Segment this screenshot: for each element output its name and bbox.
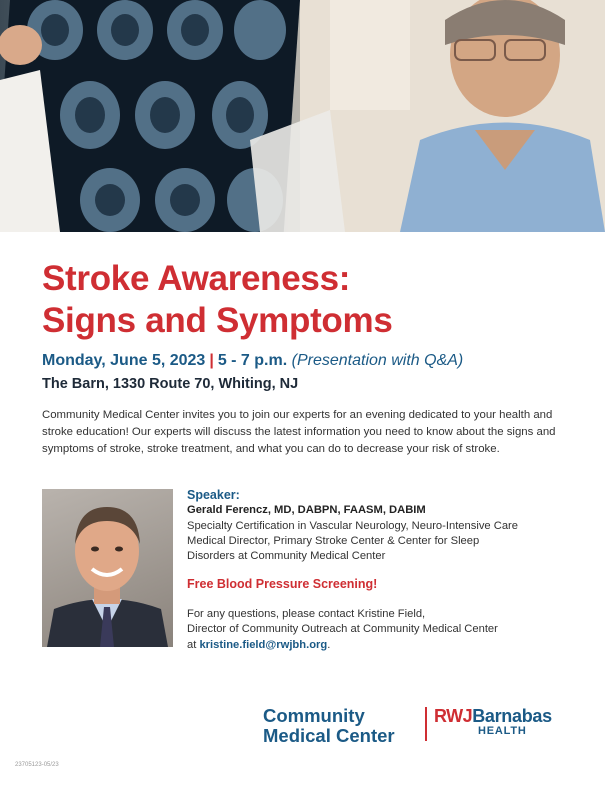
event-note: (Presentation with Q&A) [291,352,464,369]
contact-email-link[interactable]: kristine.field@rwjbh.org [199,638,328,651]
separator: | [209,352,214,369]
speaker-name: Gerald Ferencz, MD, DABPN, FAASM, DABIM [187,504,426,517]
cmc-logo-line-1: Community [263,705,365,726]
cmc-logo-line-2: Medical Center [263,725,395,746]
contact-line-3 [187,638,587,653]
speaker-credential-3: Disorders at Community Medical Center [187,550,386,563]
contact-line-1: For any questions, please contact Kristine Field, [187,608,426,620]
speaker-credential-2: Medical Director, Primary Stroke Center & Center for Sleep [187,534,480,547]
health-wordmark: HEALTH [478,725,527,737]
intro-paragraph: Community Medical Center invites you to join our experts for an evening dedicated to your health and stroke education! Our experts will discuss the latest information you need to know about the signs and symptoms of stroke, stroke treatment, and what you can do to decrease your risk of stroke. [42,409,556,455]
community-medical-center-logo [263,706,395,746]
speaker-info [187,488,587,564]
event-title [42,258,582,342]
contact-line-2: Director of Community Outreach at Community Medical Center [187,623,498,636]
speaker-photo [42,489,173,647]
rwjbarnabas-health-logo [434,706,552,737]
contact-period: . [327,638,331,651]
rwj-wordmark: RWJ [434,706,473,726]
title-line-1: Stroke Awareness: [42,259,351,298]
event-date: Monday, June 5, 2023 [42,352,206,369]
event-time: 5 - 7 p.m. [217,352,288,369]
contact-at: at [187,638,200,651]
title-line-2: Signs and Symptoms [42,301,393,340]
speaker-credential-1: Specialty Certification in Vascular Neurology, Neuro-Intensive Care [187,519,519,532]
contact-info [187,607,587,653]
event-venue: The Barn, 1330 Route 70, Whiting, NJ [42,376,299,392]
document-code: 23705123-05/23 [15,762,59,768]
logo-divider [425,707,427,741]
event-datetime [42,352,463,370]
screening-callout: Free Blood Pressure Screening! [187,577,378,591]
barnabas-wordmark: Barnabas [472,706,552,726]
speaker-label: Speaker: [187,488,240,502]
hero-photo [0,0,605,232]
